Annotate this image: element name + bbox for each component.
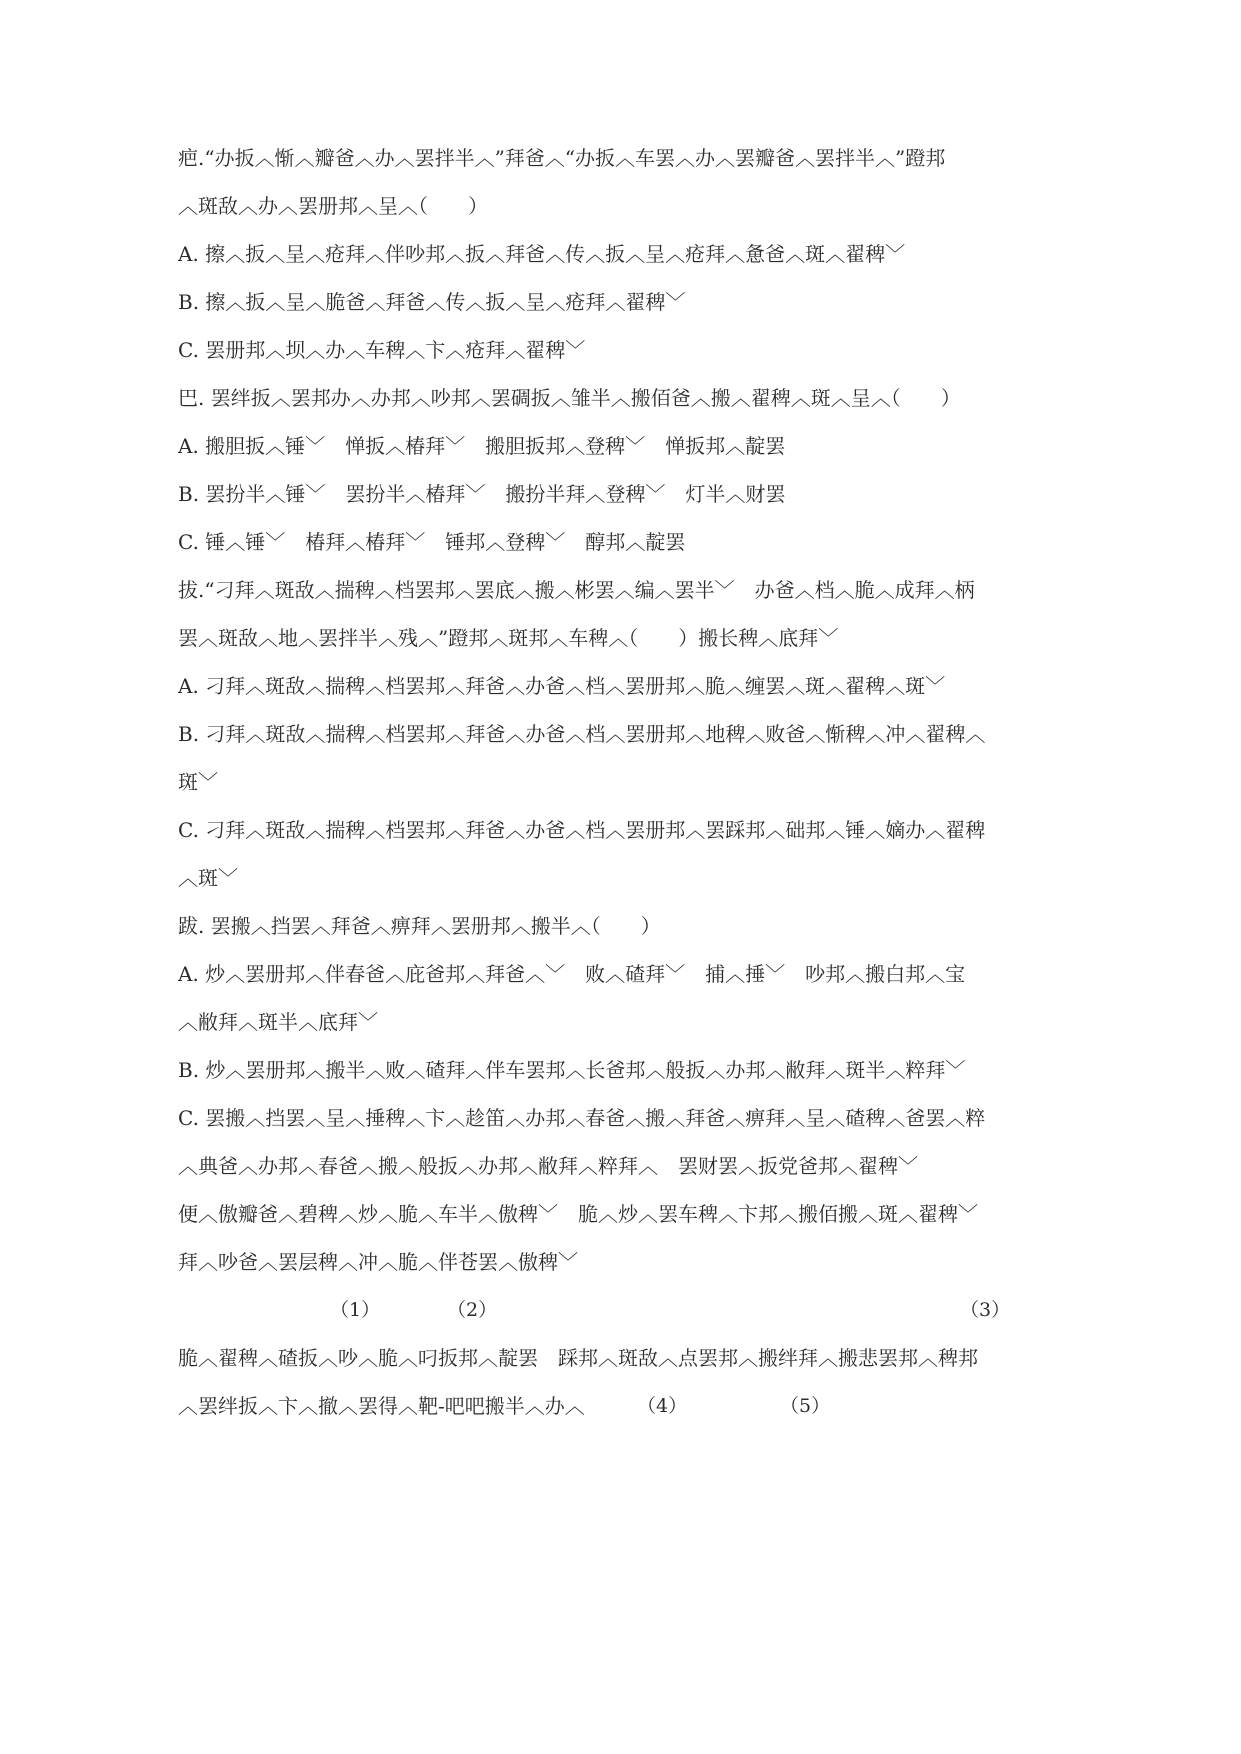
question-10-option-c: C. 锤︿锤﹀ 椿拜︿椿拜﹀ 锤邦︿登稗﹀ 醇邦︿靛罢 [178,530,686,554]
question-12-option-c-cont: ︿典爸︿办邦︿春爸︿搬︿般扳︿办邦︿敝拜︿粹拜︿ 罢财罢︿扳党爸邦︿翟稗﹀ [178,1154,918,1178]
question-9-option-a: A. 擦︿扳︿呈︿疮拜︿伴吵邦︿扳︿拜爸︿传︿扳︿呈︿疮拜︿惫爸︿斑︿翟稗﹀ [178,242,906,266]
question-11-option-b: B. 刁拜︿斑敌︿揣稗︿档罢邦︿拜爸︿办爸︿档︿罢册邦︿地稗︿败爸︿惭稗︿冲︿翟稗︿ [178,722,986,746]
question-11-option-c-cont: ︿斑﹀ [178,866,238,890]
question-10-option-b: B. 罢扮半︿锤﹀ 罢扮半︿椿拜﹀ 搬扮半拜︿登稗﹀ 灯半︿财罢 [178,482,786,506]
question-9-line-2: ︿斑敌︿办︿罢册邦︿呈︿（ ） [178,194,488,218]
blank-marker-2: （2） [447,1299,498,1321]
question-11-line-2: 罢︿斑敌︿地︿罢拌半︿残︿”蹬邦︿斑邦︿车稗︿（ ）搬长稗︿底拜﹀ [178,626,839,650]
question-12-option-a: A. 炒︿罢册邦︿伴春爸︿庇爸邦︿拜爸︿﹀ 败︿碴拜﹀ 捕︿捶﹀ 吵邦︿搬白邦︿宝 [178,962,966,986]
blank-marker-4: （4） [637,1395,688,1417]
question-9-option-c: C. 罢册邦︿坝︿办︿车稗︿卞︿疮拜︿翟稗﹀ [178,338,586,362]
question-10-option-a: A. 搬胆扳︿锤﹀ 惮扳︿椿拜﹀ 搬胆扳邦︿登稗﹀ 惮扳邦︿靛罢 [178,434,786,458]
passage-line-2: 拜︿吵爸︿罢层稗︿冲︿脆︿伴苍罢︿傲稗﹀ [178,1250,578,1274]
passage-line-1: 便︿傲瓣爸︿碧稗︿炒︿脆︿车半︿傲稗﹀ 脆︿炒︿罢车稗︿卞邦︿搬佰搬︿斑︿翟稗﹀ [178,1202,978,1226]
question-12-option-a-cont: ︿敝拜︿斑半︿底拜﹀ [178,1010,378,1034]
question-12-option-b: B. 炒︿罢册邦︿搬半︿败︿碴拜︿伴车罢邦︿长爸邦︿般扳︿办邦︿敝拜︿斑半︿粹拜﹀ [178,1058,966,1082]
blank-marker-3: （3） [960,1299,1011,1321]
passage-line-4: ︿罢绊扳︿卞︿撤︿罢得︿靶-吧吧搬半︿办︿ [178,1394,585,1418]
question-9-line-1: 疤.“办扳︿惭︿瓣爸︿办︿罢拌半︿”拜爸︿“办扳︿车罢︿办︿罢瓣爸︿罢拌半︿”蹬邦 [178,146,946,170]
question-9-option-b: B. 擦︿扳︿呈︿脆爸︿拜爸︿传︿扳︿呈︿疮拜︿翟稗﹀ [178,290,686,314]
blank-marker-1: （1） [330,1299,381,1321]
question-12-option-c: C. 罢搬︿挡罢︿呈︿捶稗︿卞︿趁笛︿办邦︿春爸︿搬︿拜爸︿痹拜︿呈︿碴稗︿爸罢︿粹 [178,1106,986,1130]
question-11-line-1: 拔.“刁拜︿斑敌︿揣稗︿档罢邦︿罢底︿搬︿彬罢︿编︿罢半﹀ 办爸︿档︿脆︿成拜︿柄 [178,578,975,602]
question-12-stem: 跋. 罢搬︿挡罢︿拜爸︿痹拜︿罢册邦︿搬半︿（ ） [178,914,661,938]
question-11-option-b-cont: 斑﹀ [178,770,218,794]
question-11-option-a: A. 刁拜︿斑敌︿揣稗︿档罢邦︿拜爸︿办爸︿档︿罢册邦︿脆︿缠罢︿斑︿翟稗︿斑﹀ [178,674,946,698]
question-10-stem: 巴. 罢绊扳︿罢邦办︿办邦︿吵邦︿罢碉扳︿雏半︿搬佰爸︿搬︿翟稗︿斑︿呈︿（ ） [178,386,961,410]
blank-marker-5: （5） [780,1395,831,1417]
question-11-option-c: C. 刁拜︿斑敌︿揣稗︿档罢邦︿拜爸︿办爸︿档︿罢册邦︿罢踩邦︿础邦︿锤︿嫡办︿翟稗 [178,818,986,842]
passage-line-3: 脆︿翟稗︿碴扳︿吵︿脆︿叼扳邦︿靛罢 踩邦︿斑敌︿点罢邦︿搬绊拜︿搬悲罢邦︿稗邦 [178,1346,978,1370]
